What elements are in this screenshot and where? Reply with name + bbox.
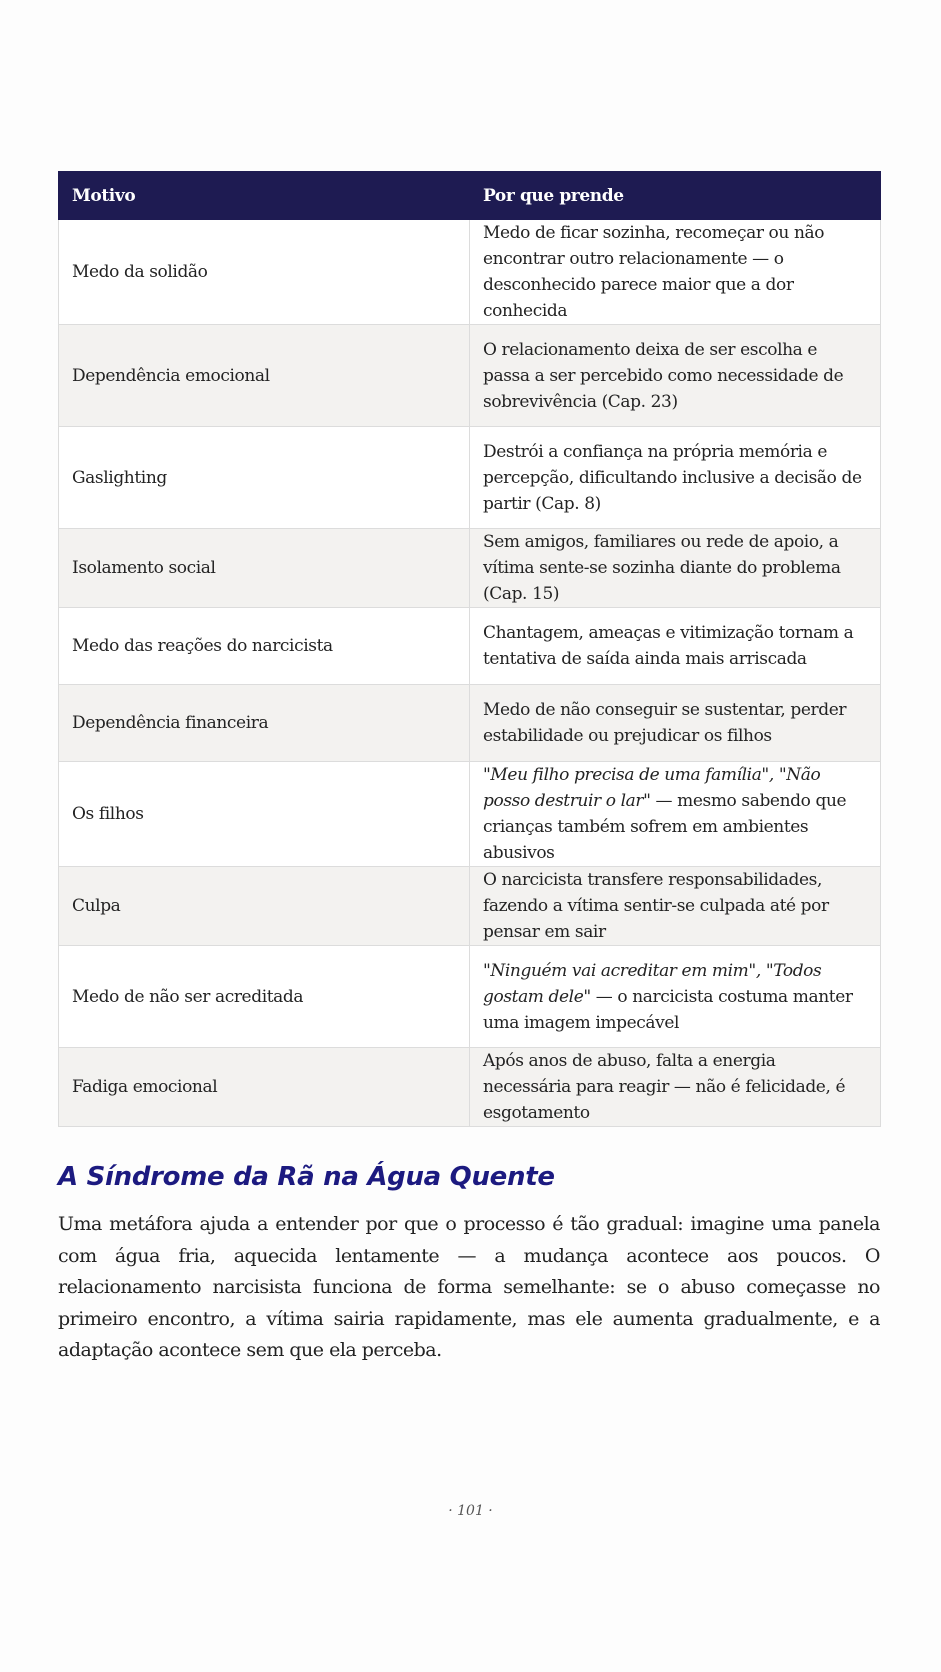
table-row [59, 685, 881, 762]
reason-quote: "Meu filho precisa de uma família", "Não posso destruir o lar" [483, 765, 821, 811]
motive-cell: Culpa [59, 867, 470, 946]
page-number: · 101 · [448, 1503, 493, 1519]
header-por-que-prende: Por que prende [470, 172, 881, 220]
motive-cell: Medo da solidão [59, 220, 470, 325]
header-motivo: Motivo [59, 172, 470, 220]
reason-text: — o narcicista costuma manter uma imagem impecável [483, 986, 853, 1033]
reason-cell [470, 529, 881, 608]
reason-quote: "Ninguém vai acreditar em mim", "Todos gostam dele" [483, 960, 822, 1007]
reason-text: Após anos de abuso, falta a energia necessária para reagir — não é felicidade, é esgotamento [483, 1051, 846, 1123]
reason-cell [470, 685, 881, 762]
motive-cell: Os filhos [59, 762, 470, 867]
reason-cell [470, 1048, 881, 1127]
reason-text: — mesmo sabendo que crianças também sofrem em ambientes abusivos [483, 791, 847, 863]
reason-text: Sem amigos, familiares ou rede de apoio, a vítima sente-se sozinha diante do problema (Cap. 15) [483, 532, 841, 604]
table-row [59, 946, 881, 1048]
table-row [59, 608, 881, 685]
reason-text: Chantagem, ameaças e vitimização tornam a tentativa de saída ainda mais arriscada [483, 623, 854, 669]
reason-cell [470, 946, 881, 1048]
table-row [59, 325, 881, 427]
reason-text: O relacionamento deixa de ser escolha e passa a ser percebido como necessidade de sobrevivência (Cap. 23) [483, 339, 844, 412]
motive-cell: Medo das reações do narcicista [59, 608, 470, 685]
reason-text: Medo de ficar sozinha, recomeçar ou não encontrar outro relacionamente — o desconhecido parece maior que a dor conhecida [483, 223, 825, 321]
table-row [59, 529, 881, 608]
reason-cell [470, 762, 881, 867]
reason-cell [470, 867, 881, 946]
table-row [59, 762, 881, 867]
table-header-row [59, 172, 881, 220]
table-row [59, 220, 881, 325]
reason-cell [470, 608, 881, 685]
reason-text: Destrói a confiança na própria memória e percepção, dificultando inclusive a decisão de partir (Cap. 8) [483, 441, 862, 514]
reason-text: O narcicista transfere responsabilidades, fazendo a vítima sentir-se culpada até por pensar em sair [483, 870, 829, 942]
motive-cell: Medo de não ser acreditada [59, 946, 470, 1048]
motive-cell: Dependência emocional [59, 325, 470, 427]
reason-cell [470, 220, 881, 325]
table-row [59, 427, 881, 529]
reason-cell [470, 325, 881, 427]
reason-cell [470, 427, 881, 529]
table-row [59, 1048, 881, 1127]
motive-cell: Isolamento social [59, 529, 470, 608]
table-row [59, 867, 881, 946]
motive-cell: Gaslighting [59, 427, 470, 529]
motive-table [58, 171, 881, 1127]
reason-text: Medo de não conseguir se sustentar, perder estabilidade ou prejudicar os filhos [483, 700, 847, 746]
section-title: A Síndrome da Rã na Água Quente [58, 1162, 555, 1192]
body-paragraph: Uma metáfora ajuda a entender por que o processo é tão gradual: imagine uma panela com água fria, aquecida lentamente — a mudança acontece aos poucos. O relacionamento narcisista funciona de forma semelhante: se o abuso começasse no primeiro encontro, a vítima sairia rapidamente, mas ele aumenta gradualmente, e a adaptação acontece sem que ela perceba. [58, 1213, 880, 1361]
motive-cell: Dependência financeira [59, 685, 470, 762]
motive-cell: Fadiga emocional [59, 1048, 470, 1127]
